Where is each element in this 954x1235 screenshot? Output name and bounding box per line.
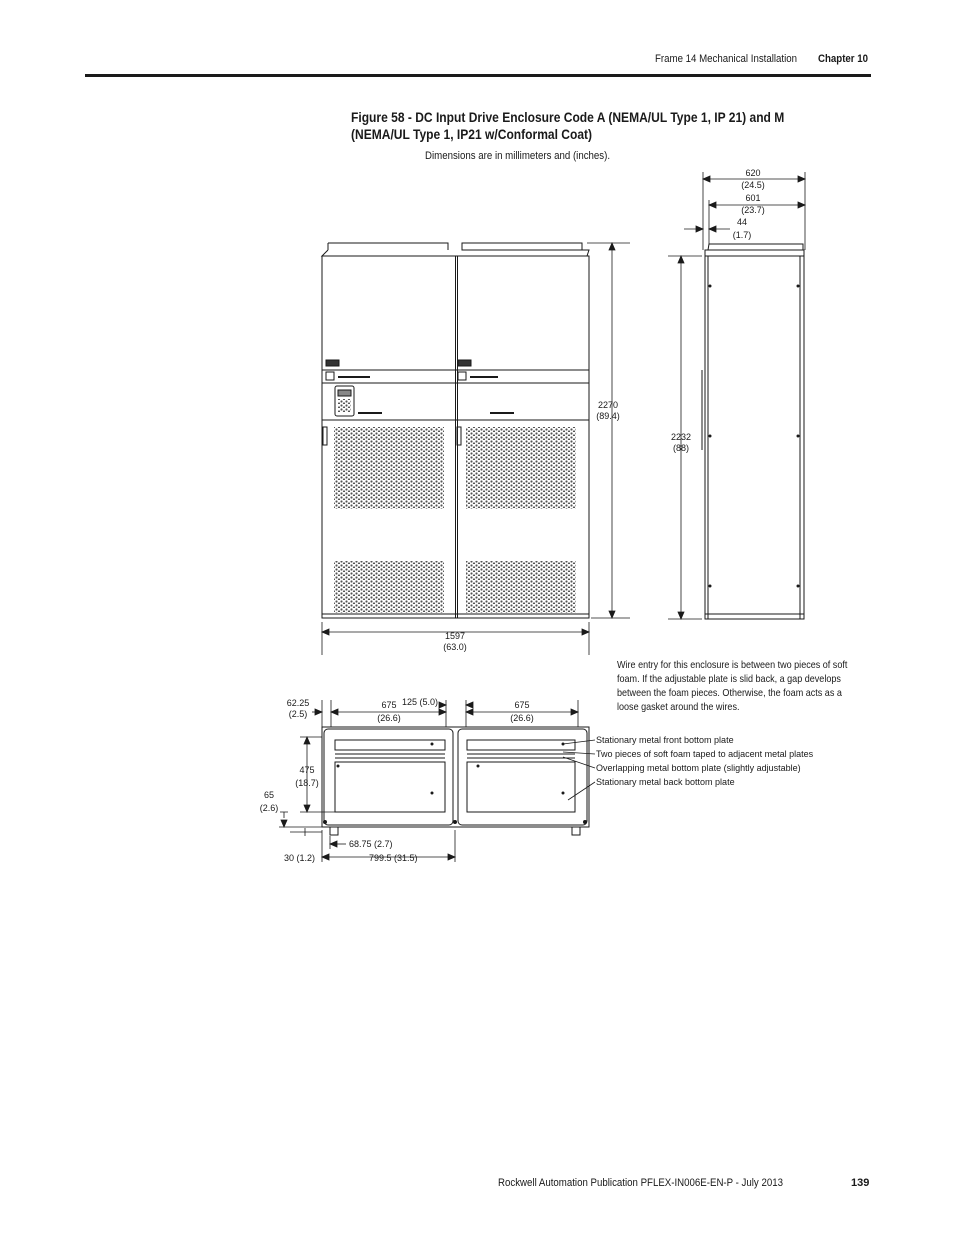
callout-leaders (563, 740, 595, 800)
dim-front-height (587, 243, 630, 618)
header-chapter: Chapter 10 (818, 53, 869, 65)
dim-side-depth-total-mm: 620 (745, 168, 761, 178)
dim-bottom-foot-offset: 30 (1.2) (284, 853, 316, 863)
wire-entry-note: Wire entry for this enclosure is between two pieces of soft foam. If the adjustable plate is slid back, a gap develops between the foam pieces. Otherwise, the foam acts as a loose gasket around the wires. (617, 659, 848, 713)
front-view (322, 243, 589, 618)
dim-bottom-left-margin-mm: 62.25 (286, 698, 310, 708)
dim-front-width-in: (63.0) (443, 642, 467, 652)
dim-side-depth-body-in: (23.7) (741, 205, 765, 215)
dim-bottom-bay-left-mm: 675 (381, 700, 397, 710)
dim-bottom-left-margin-in: (2.5) (288, 709, 308, 719)
dim-front-width-mm: 1597 (444, 631, 466, 641)
callout-soft-foam: Two pieces of soft foam taped to adjacent metal plates (596, 749, 814, 759)
dim-bottom-foot-inset: 68.75 (2.7) (349, 839, 393, 849)
bottom-view (322, 727, 589, 835)
footer-page-number: 139 (851, 1177, 870, 1189)
dim-bottom-bay-right-in: (26.6) (510, 713, 534, 723)
dim-front-height-mm: 2270 (597, 400, 619, 410)
callout-back-plate: Stationary metal back bottom plate (596, 777, 735, 787)
callout-overlapping-plate: Overlapping metal bottom plate (slightly adjustable) (596, 763, 801, 773)
dim-side-height-mm: 2232 (670, 432, 692, 442)
header-section-title: Frame 14 Mechanical Installation (655, 53, 798, 65)
dim-bottom-bay-right-mm: 675 (514, 700, 530, 710)
dim-bottom-front-offset-mm: 65 (263, 790, 275, 800)
dim-bottom-depth-in: (18.7) (295, 778, 319, 788)
dim-side-offset-mm: 44 (736, 217, 748, 227)
callout-front-plate: Stationary metal front bottom plate (596, 735, 734, 745)
dim-side-depth-total-in: (24.5) (741, 180, 765, 190)
dim-front-height-in: (89.4) (596, 411, 620, 421)
dim-bottom-half-width: 799.5 (31.5) (369, 853, 418, 863)
dim-bottom-front-offset-in: (2.6) (259, 803, 279, 813)
dim-bottom-top (312, 700, 578, 727)
figure-title: Figure 58 - DC Input Drive Enclosure Code A (NEMA/UL Type 1, IP 21) and M (NEMA/UL Type 1, IP21 w/Conformal Coat) (351, 109, 785, 142)
dim-bottom-depth-mm: 475 (299, 765, 315, 775)
dim-side-offset-in: (1.7) (732, 230, 752, 240)
side-view (702, 244, 804, 619)
dim-bottom-bay-gap: 125 (5.0) (401, 697, 439, 707)
dim-side-height-in: (88) (672, 443, 690, 453)
dim-side-depth-body-mm: 601 (745, 193, 761, 203)
footer-publication: Rockwell Automation Publication PFLEX-IN006E-EN-P - July 2013 (498, 1177, 783, 1189)
figure-units-note: Dimensions are in millimeters and (inches). (425, 150, 611, 162)
dim-bottom-bay-left-in: (26.6) (377, 713, 401, 723)
